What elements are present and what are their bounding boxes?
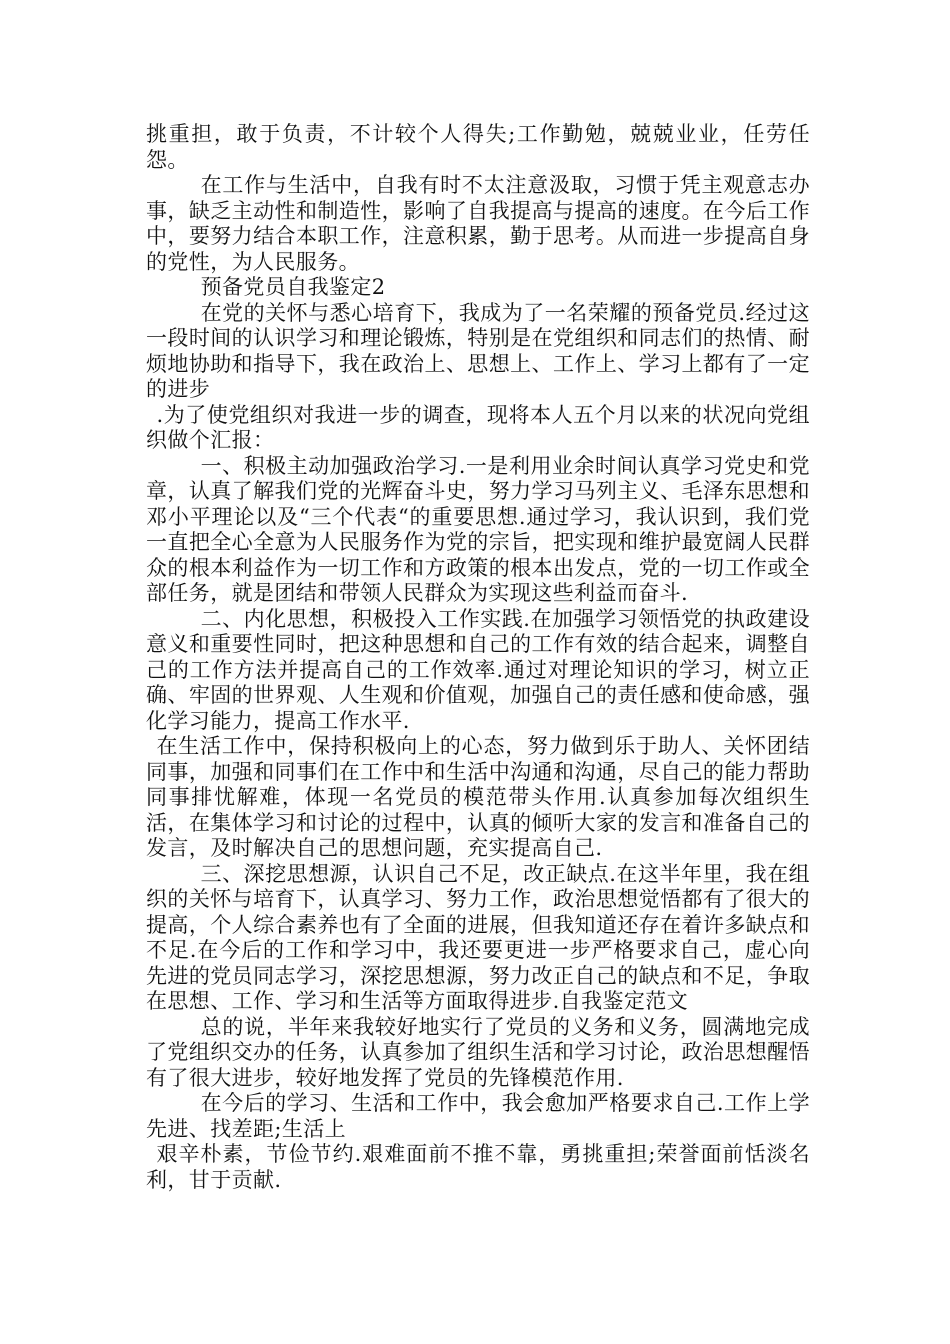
paragraph-10: 在今后的学习、生活和工作中，我会愈加严格要求自己.工作上学先进、找差距;生活上 [146, 1091, 810, 1141]
paragraph-1: 挑重担，敢于负责，不计较个人得失;工作勤勉，兢兢业业，任劳任怨。 [146, 122, 810, 172]
paragraph-8: 三、深挖思想源，认识自己不足，改正缺点.在这半年里，我在组织的关怀与培育下，认真学习、努力工作，政治思想觉悟都有了很大的提高，个人综合素养也有了全面的进展，但我知道还存在着许多缺点和不足.在今后的工作和学习中，我还要更进一步严格要求自己，虚心向先进的党员同志学习，深挖思想源，努力改正自己的缺点和不足，争取在思想、工作、学习和生活等方面取得进步.自我鉴定范文 [146, 861, 810, 1013]
document-body [146, 122, 810, 1193]
section-title: 预备党员自我鉴定2 [200, 275, 386, 299]
paragraph-3: 在党的关怀与悉心培育下，我成为了一名荣耀的预备党员.经过这一段时间的认识学习和理论锻炼，特别是在党组织和同志们的热情、耐烦地协助和指导下，我在政治上、思想上、工作上、学习上都有了一定的进步 [146, 300, 810, 401]
paragraph-11: 艰辛朴素，节俭节约.艰难面前不推不靠，勇挑重担;荣誉面前恬淡名利，甘于贡献. [146, 1142, 810, 1192]
paragraph-9: 总的说，半年来我较好地实行了党员的义务和义务，圆满地完成了党组织交办的任务，认真参加了组织生活和学习讨论，政治思想醒悟有了很大进步，较好地发挥了党员的先锋模范作用. [146, 1014, 810, 1090]
paragraph-7: 在生活工作中，保持积极向上的心态，努力做到乐于助人、关怀团结同事，加强和同事们在工作中和生活中沟通和沟通，尽自己的能力帮助同事排忧解难，体现一名党员的模范带头作用.认真参加每次组织生活，在集体学习和讨论的过程中，认真的倾听大家的发言和准备自己的发言，及时解决自己的思想问题，充实提高自己. [146, 734, 810, 860]
paragraph-4: .为了使党组织对我进一步的调查，现将本人五个月以来的状况向党组织做个汇报： [146, 402, 810, 452]
paragraph-2: 在工作与生活中，自我有时不太注意汲取，习惯于凭主观意志办事，缺乏主动性和制造性，影响了自我提高与提高的速度。在今后工作中，要努力结合本职工作，注意积累，勤于思考。从而进一步提高自身的党性，为人民服务。 [146, 173, 810, 274]
paragraph-5: 一、积极主动加强政治学习.一是利用业余时间认真学习党史和党章，认真了解我们党的光辉奋斗史，努力学习马列主义、毛泽东思想和邓小平理论以及“三个代表“的重要思想.通过学习，我认识到，我们党一直把全心全意为人民服务作为党的宗旨，把实现和维护最宽阔人民群众的根本利益作为一切工作和方政策的根本出发点，党的一切工作或全部任务，就是团结和带领人民群众为实现这些利益而奋斗. [146, 453, 810, 605]
paragraph-6: 二、内化思想，积极投入工作实践.在加强学习领悟党的执政建设意义和重要性同时，把这种思想和自己的工作有效的结合起来，调整自己的工作方法并提高自己的工作效率.通过对理论知识的学习，树立正确、牢固的世界观、人生观和价值观，加强自己的责任感和使命感，强化学习能力，提高工作水平. [146, 606, 810, 733]
